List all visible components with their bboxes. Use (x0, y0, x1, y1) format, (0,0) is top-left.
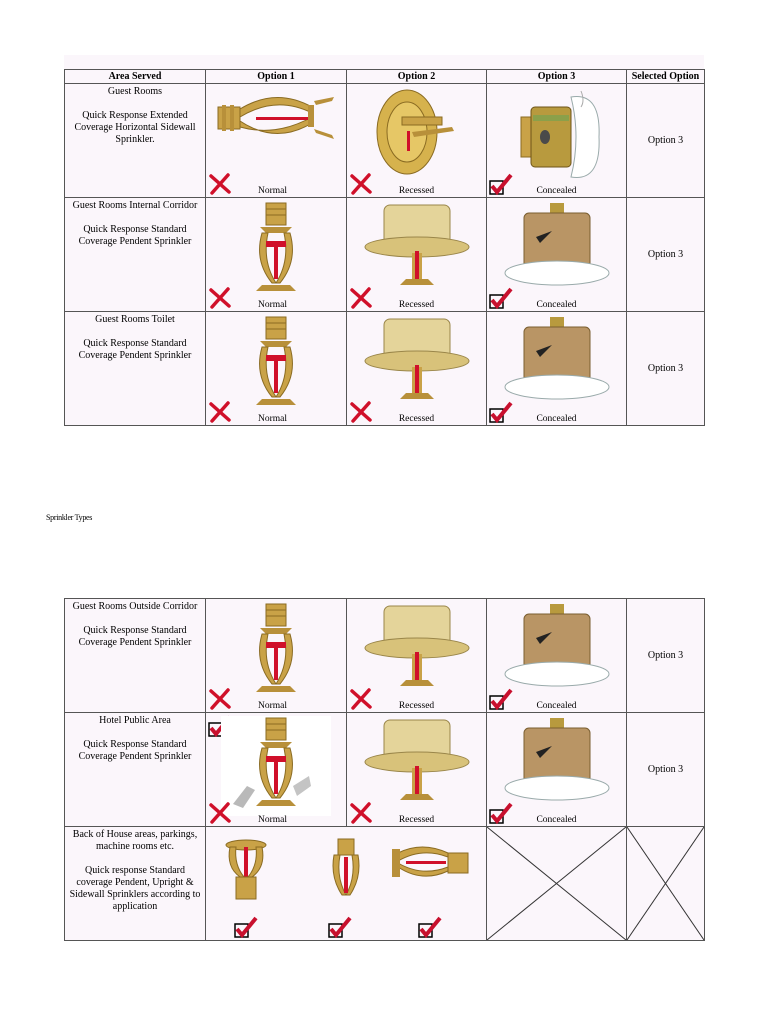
option-2-cell (347, 84, 487, 198)
header-selected-option: Selected Option (627, 70, 705, 84)
header-option-3: Option 3 (487, 70, 627, 84)
option-caption: Normal (258, 701, 288, 711)
area-served-cell (65, 827, 206, 941)
header-option-2: Option 2 (347, 70, 487, 84)
pendent-sprinkler-concealed-image (502, 716, 612, 804)
selected-option-cell: Option 3 (627, 312, 705, 426)
option-3-cell (487, 713, 627, 827)
area-description: Quick response Standard coverage Pendent, Upright & Sidewall Sprinklers according to application (69, 865, 201, 912)
selected-option-cell: Option 3 (627, 599, 705, 713)
table-header-row (65, 70, 705, 84)
sprinkler-table-1 (64, 69, 705, 426)
pendent-sprinkler-normal-image (246, 315, 306, 415)
area-title: Guest Rooms (107, 86, 163, 97)
option-caption: Normal (258, 300, 288, 310)
sidewall-sprinkler-concealed-image (511, 87, 603, 185)
sprinkler-types-label: Sprinkler Types (46, 513, 93, 522)
pendent-sprinkler-recessed-image (362, 602, 472, 698)
option-caption: Recessed (398, 414, 435, 424)
area-title: Guest Rooms Outside Corridor (72, 601, 198, 612)
option-1-cell (206, 713, 347, 827)
sidewall-sprinkler-small-image (392, 843, 472, 883)
option-caption: Normal (258, 815, 288, 825)
option-caption: Concealed (536, 701, 577, 711)
area-title: Guest Rooms Toilet (95, 314, 175, 325)
option-caption: Normal (258, 414, 288, 424)
option-3-cell (487, 198, 627, 312)
selected-option-cell: Option 3 (627, 713, 705, 827)
table-row (65, 312, 705, 426)
option-caption: Concealed (536, 300, 577, 310)
option-3-cell (487, 84, 627, 198)
pendent-sprinkler-recessed-image (362, 201, 472, 297)
option-1-cell (206, 198, 347, 312)
check-icon (328, 916, 352, 938)
pendent-sprinkler-normal-image (246, 201, 306, 301)
option-caption: Concealed (536, 186, 577, 196)
table-row (65, 599, 705, 713)
option-2-cell (347, 713, 487, 827)
pendent-sprinkler-concealed-image (502, 201, 612, 289)
option-caption: Concealed (536, 815, 577, 825)
option-caption: Concealed (536, 414, 577, 424)
option-1-cell (206, 312, 347, 426)
empty-crossed-cell (487, 827, 627, 941)
pendent-sprinkler-concealed-image (502, 315, 612, 403)
area-title: Guest Rooms Internal Corridor (72, 200, 198, 211)
pendent-sprinkler-recessed-image (362, 315, 472, 411)
selected-option-cell: Option 3 (627, 84, 705, 198)
pendent-sprinkler-concealed-image (502, 602, 612, 690)
area-served-cell (65, 599, 206, 713)
option-1-cell (206, 84, 347, 198)
area-description: Quick Response Standard Coverage Pendent Sprinkler (78, 625, 192, 648)
pendent-sprinkler-recessed-image (362, 716, 472, 812)
option-2-cell (347, 198, 487, 312)
empty-crossed-cell (627, 827, 705, 941)
table-row (65, 198, 705, 312)
check-icon (234, 916, 258, 938)
area-title: Hotel Public Area (99, 715, 171, 726)
option-3-cell (487, 599, 627, 713)
table-row (65, 827, 705, 941)
selected-option-cell: Option 3 (627, 198, 705, 312)
option-2-cell (347, 599, 487, 713)
table-row (65, 84, 705, 198)
area-title: Back of House areas, parkings, machine rooms etc. (72, 829, 198, 852)
check-icon (418, 916, 442, 938)
option-1-cell (206, 599, 347, 713)
option-caption: Normal (258, 186, 288, 196)
option-3-cell (487, 312, 627, 426)
area-description: Quick Response Standard Coverage Pendent Sprinkler (78, 338, 192, 361)
pendent-sprinkler-small-image (326, 837, 366, 901)
top-band (64, 55, 704, 70)
area-description: Quick Response Standard Coverage Pendent Sprinkler (78, 739, 192, 762)
option-caption: Recessed (398, 815, 435, 825)
header-area-served: Area Served (65, 70, 206, 84)
option-2-cell (347, 312, 487, 426)
table-row (65, 713, 705, 827)
pendent-sprinkler-normal-image (221, 716, 331, 816)
area-served-cell (65, 713, 206, 827)
sidewall-sprinkler-normal-image (216, 87, 336, 149)
area-served-cell (65, 312, 206, 426)
area-served-cell (65, 198, 206, 312)
option-caption: Recessed (398, 186, 435, 196)
upright-sprinkler-image (216, 837, 276, 901)
area-description: Quick Response Standard Coverage Pendent Sprinkler (78, 224, 192, 247)
pendent-sprinkler-normal-image (246, 602, 306, 702)
option-caption: Recessed (398, 701, 435, 711)
sprinkler-table-2 (64, 598, 705, 941)
area-description: Quick Response Extended Coverage Horizontal Sidewall Sprinkler. (74, 110, 196, 145)
sidewall-sprinkler-recessed-image (372, 87, 462, 177)
sprinkler-types-cell (206, 827, 487, 941)
header-option-1: Option 1 (206, 70, 347, 84)
option-caption: Recessed (398, 300, 435, 310)
area-served-cell (65, 84, 206, 198)
